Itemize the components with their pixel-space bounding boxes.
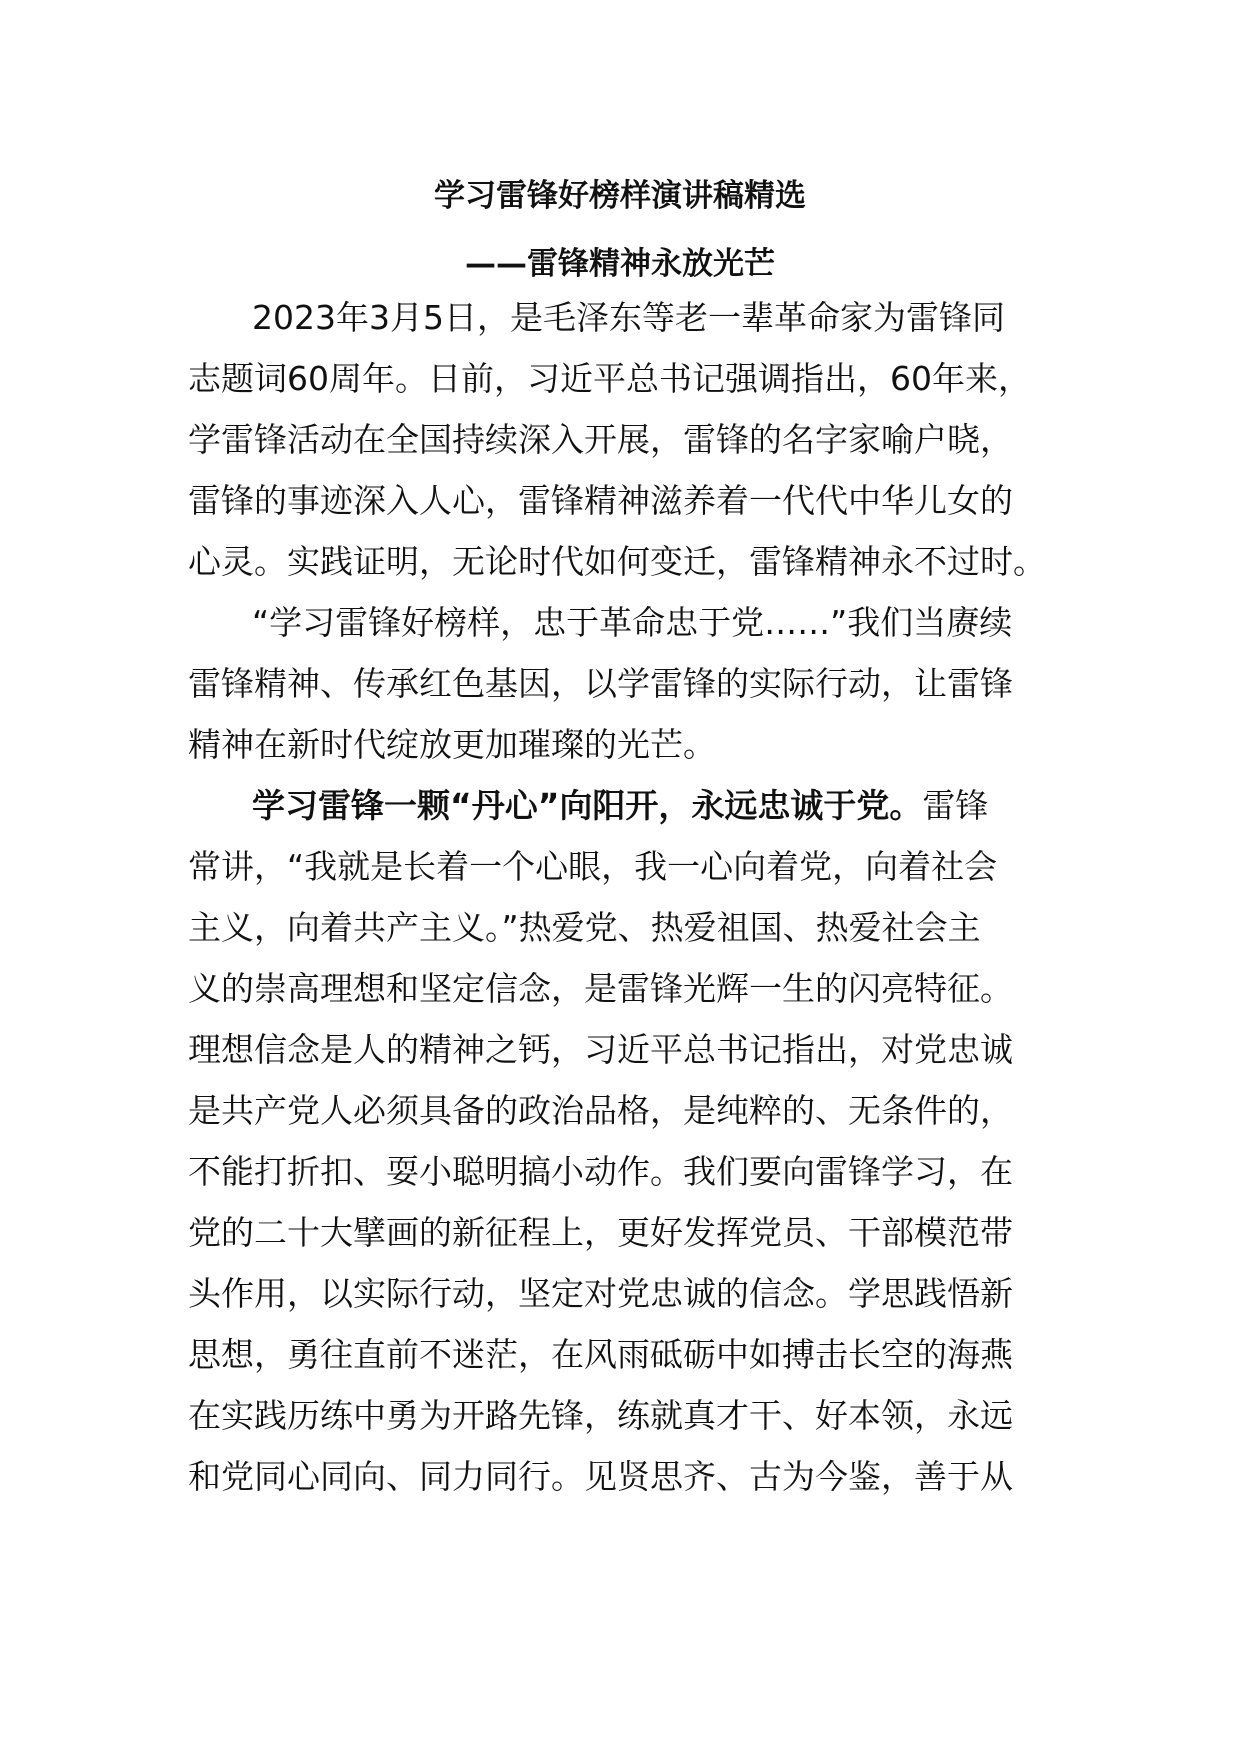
body-line: 是共产党人必须具备的政治品格，是纯粹的、无条件的，	[188, 1091, 1013, 1130]
body-line: 头作用，以实际行动，坚定对党忠诚的信念。学思践悟新	[188, 1274, 1013, 1313]
body-line: 常讲，“我就是长着一个心眼，我一心向着党，向着社会	[188, 847, 998, 886]
body-line: 在实践历练中勇为开路先锋，练就真才干、好本领，永远	[188, 1396, 1013, 1435]
body-line: 不能打折扣、耍小聪明搞小动作。我们要向雷锋学习，在	[188, 1152, 1013, 1191]
body-line: 雷锋的事迹深入人心，雷锋精神滋养着一代代中华儿女的	[188, 481, 1013, 520]
body-line: 学雷锋活动在全国持续深入开展，雷锋的名字家喻户晓，	[188, 420, 1013, 459]
body-line: 雷锋精神、传承红色基因，以学雷锋的实际行动，让雷锋	[188, 664, 1013, 703]
body-line: 主义，向着共产主义。”热爱党、热爱祖国、热爱社会主	[188, 908, 981, 947]
document-title: 学习雷锋好榜样演讲稿精选	[434, 178, 806, 214]
body-line: 党的二十大擘画的新征程上，更好发挥党员、干部模范带	[188, 1213, 1013, 1252]
body-line: 心灵。实践证明，无论时代如何变迁，雷锋精神永不过时。	[188, 542, 1046, 581]
section-heading-line	[252, 784, 988, 828]
section-heading: 学习雷锋一颗“丹心”向阳开，永远忠诚于党。	[252, 786, 923, 825]
body-text: 雷锋	[922, 786, 989, 825]
document-subtitle: ——雷锋精神永放光芒	[465, 246, 775, 282]
body-line: 和党同心同向、同力同行。见贤思齐、古为今鉴，善于从	[188, 1457, 1013, 1496]
body-line: 义的崇高理想和坚定信念，是雷锋光辉一生的闪亮特征。	[188, 969, 1013, 1008]
body-line: 2023年3月5日，是毛泽东等老一辈革命家为雷锋同	[252, 298, 1005, 337]
body-line: 理想信念是人的精神之钙，习近平总书记指出，对党忠诚	[188, 1030, 1013, 1069]
body-line: “学习雷锋好榜样，忠于革命忠于党……”我们当赓续	[252, 603, 1013, 642]
body-line: 志题词60周年。日前，习近平总书记强调指出，60年来，	[188, 359, 1031, 398]
body-line: 精神在新时代绽放更加璀璨的光芒。	[188, 725, 716, 764]
body-line: 思想，勇往直前不迷茫，在风雨砥砺中如搏击长空的海燕	[188, 1335, 1013, 1374]
